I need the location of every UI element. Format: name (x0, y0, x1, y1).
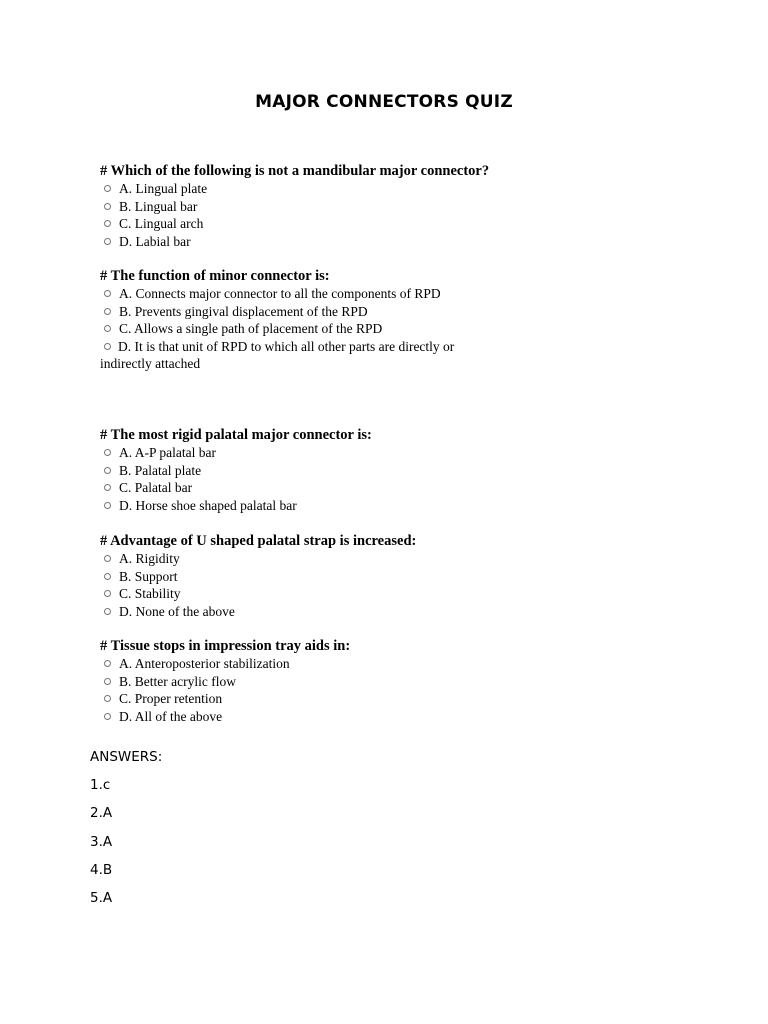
option-2b[interactable] (100, 303, 460, 321)
option-label: C. Stability (119, 586, 181, 601)
question-text: # Advantage of U shaped palatal strap is increased: (100, 533, 417, 549)
option-label: C. Allows a single path of placement of the RPD (119, 321, 383, 336)
radio-button-icon[interactable] (104, 308, 111, 315)
option-3c[interactable] (100, 479, 540, 497)
option-label: B. Prevents gingival displacement of the RPD (119, 303, 368, 319)
option-2c[interactable] (100, 320, 460, 338)
radio-button-icon[interactable] (104, 678, 111, 685)
option-label: A. Lingual plate (119, 181, 208, 196)
option-label: A. Rigidity (119, 551, 180, 566)
option-1c[interactable] (100, 215, 540, 233)
radio-button-icon[interactable] (104, 467, 111, 474)
radio-button-icon[interactable] (104, 660, 111, 667)
option-label: D. None of the above (119, 603, 235, 619)
question-text: # The function of minor connector is: (100, 268, 330, 284)
option-label: D. It is that unit of RPD to which all other parts are directly or indirectly attached (100, 338, 455, 371)
question-4 (100, 532, 540, 620)
answers-heading: ANSWERS: (90, 749, 163, 765)
option-label: B. Support (119, 568, 178, 584)
option-label: D. Labial bar (119, 233, 191, 249)
radio-button-icon[interactable] (104, 484, 111, 491)
option-4a[interactable] (100, 550, 540, 568)
radio-button-icon[interactable] (104, 695, 111, 702)
question-2 (100, 267, 460, 373)
option-3b[interactable] (100, 462, 540, 480)
option-label: A. Connects major connector to all the components of RPD (119, 286, 441, 301)
option-label: A. Anteroposterior stabilization (119, 656, 290, 671)
option-5d[interactable] (100, 708, 540, 726)
question-1 (100, 162, 540, 250)
option-1d[interactable] (100, 233, 540, 251)
question-text: # Tissue stops in impression tray aids in: (100, 638, 351, 654)
option-label: D. Horse shoe shaped palatal bar (119, 497, 297, 513)
radio-button-icon[interactable] (104, 502, 111, 509)
answer-item: 4.B (90, 861, 113, 878)
radio-button-icon[interactable] (104, 238, 111, 245)
option-3a[interactable] (100, 444, 540, 462)
radio-button-icon[interactable] (104, 185, 111, 192)
option-1b[interactable] (100, 198, 540, 216)
option-2a[interactable] (100, 285, 460, 303)
radio-button-icon[interactable] (104, 290, 111, 297)
page-title: MAJOR CONNECTORS QUIZ (255, 92, 513, 112)
radio-button-icon[interactable] (104, 203, 111, 210)
answer-item: 5.A (90, 890, 113, 907)
radio-button-icon[interactable] (104, 220, 111, 227)
option-label: C. Palatal bar (119, 480, 193, 495)
answer-item: 1.c (90, 777, 111, 793)
radio-button-icon[interactable] (104, 325, 111, 332)
radio-button-icon[interactable] (104, 573, 111, 580)
option-label: B. Better acrylic flow (119, 673, 236, 689)
option-4d[interactable] (100, 603, 540, 621)
question-text: # The most rigid palatal major connector is: (100, 427, 372, 443)
option-3d[interactable] (100, 497, 540, 515)
option-5b[interactable] (100, 673, 540, 691)
radio-button-icon[interactable] (104, 555, 111, 562)
radio-button-icon[interactable] (104, 608, 111, 615)
answers-section (90, 748, 162, 917)
option-4c[interactable] (100, 585, 540, 603)
option-4b[interactable] (100, 568, 540, 586)
option-2d[interactable] (100, 338, 460, 373)
question-3 (100, 426, 540, 514)
option-label: C. Proper retention (119, 691, 223, 706)
option-5c[interactable] (100, 690, 540, 708)
option-5a[interactable] (100, 655, 540, 673)
option-1a[interactable] (100, 180, 540, 198)
option-label: B. Palatal plate (119, 462, 202, 478)
option-label: B. Lingual bar (119, 198, 198, 214)
radio-button-icon[interactable] (104, 449, 111, 456)
answer-item: 2.A (90, 805, 113, 822)
question-5 (100, 637, 540, 725)
radio-button-icon[interactable] (104, 343, 111, 350)
radio-button-icon[interactable] (104, 713, 111, 720)
answer-item: 3.A (90, 833, 113, 850)
option-label: D. All of the above (119, 708, 223, 724)
option-label: A. A-P palatal bar (119, 445, 216, 460)
option-label: C. Lingual arch (119, 216, 204, 231)
question-text: # Which of the following is not a mandibular major connector? (100, 163, 490, 179)
radio-button-icon[interactable] (104, 590, 111, 597)
